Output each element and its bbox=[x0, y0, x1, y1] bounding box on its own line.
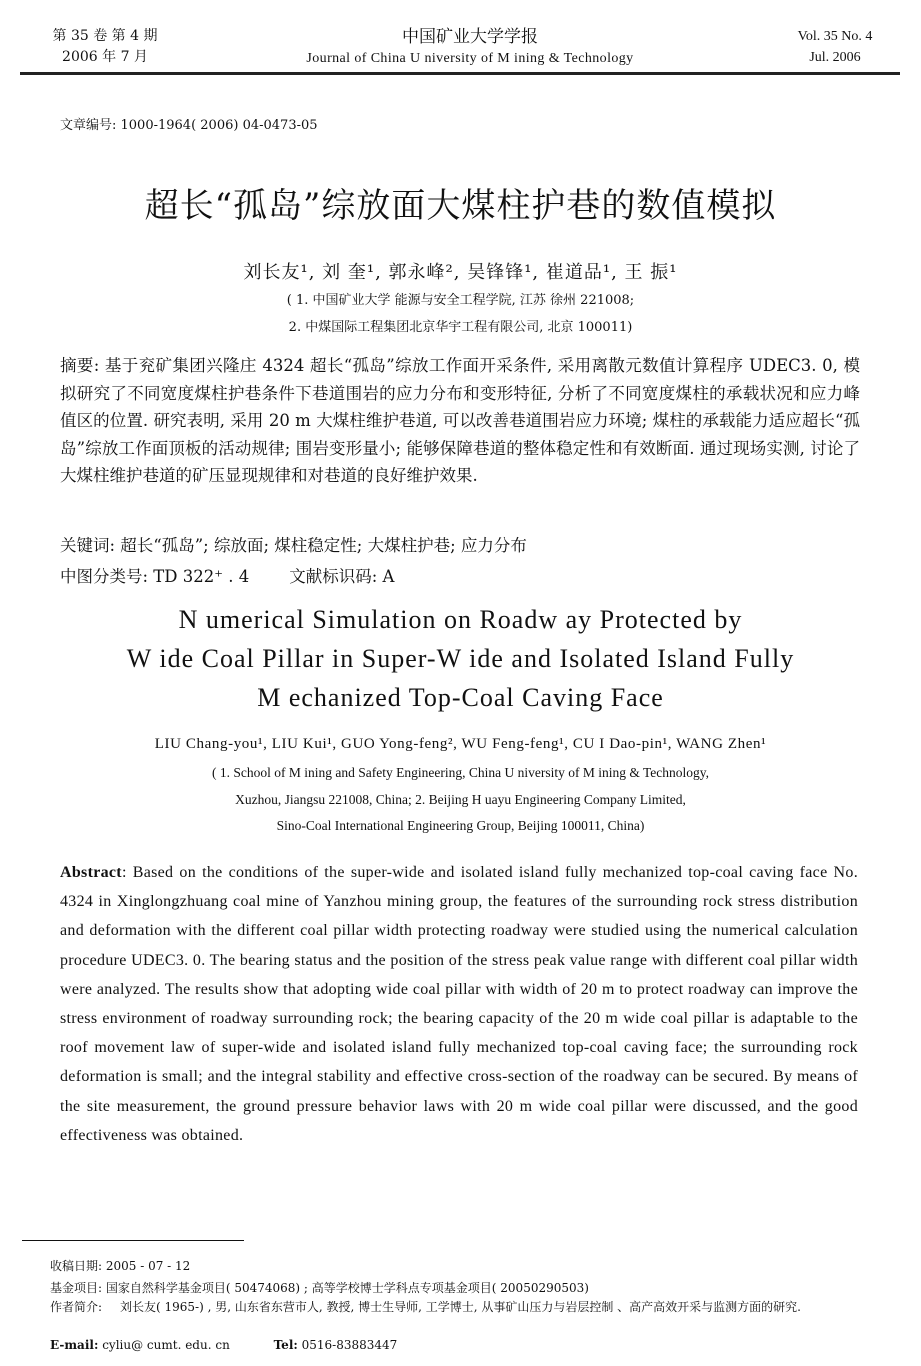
affiliation-en-2: Xuzhou, Jiangsu 221008, China; 2. Beijing H uayu Engineering Company Limited, bbox=[235, 792, 686, 807]
footnote-contact bbox=[50, 1337, 910, 1354]
journal-name-cn: 中国矿业大学学报 bbox=[402, 27, 538, 47]
classification-line bbox=[60, 563, 860, 587]
authors-cn: 刘长友¹, 刘 奎¹, 郭永峰², 吴锋锋¹, 崔道品¹, 王 振¹ bbox=[243, 262, 678, 283]
clc-number: 中图分类号: TD 322⁺ . 4 bbox=[60, 567, 250, 586]
document-code: 文献标识码: A bbox=[289, 567, 395, 586]
header-center bbox=[250, 26, 690, 69]
authors-en: LIU Chang-you¹, LIU Kui¹, GUO Yong-feng², WU Feng-feng¹, CU I Dao-pin¹, WANG Zhen¹ bbox=[154, 736, 767, 752]
date-cn: 2006 年 7 月 bbox=[62, 49, 148, 65]
volume-cn: 第 35 卷 第 4 期 bbox=[52, 28, 158, 44]
tel-label: Tel: bbox=[273, 1338, 298, 1352]
abstract-en bbox=[60, 858, 858, 1150]
abstract-label: Abstract bbox=[60, 864, 122, 881]
journal-name-en: Journal of China U niversity of M ining & Technology bbox=[306, 51, 634, 66]
affiliation-cn-2: 2. 中煤国际工程集团北京华宇工程有限公司, 北京 100011) bbox=[288, 320, 633, 335]
footnote-received: 收稿日期: 2005 - 07 - 12 bbox=[50, 1259, 191, 1273]
affiliation-en-3: Sino-Coal International Engineering Group, Beijing 100011, China) bbox=[276, 818, 645, 833]
footnote-author bbox=[50, 1299, 910, 1316]
title-en bbox=[0, 600, 921, 717]
title-cn: 超长“孤岛”综放面大煤柱护巷的数值模拟 bbox=[144, 186, 777, 226]
email-address: cyliu@ cumt. edu. cn bbox=[102, 1338, 230, 1352]
header-right bbox=[760, 26, 910, 68]
header-left bbox=[30, 26, 180, 68]
article-number: 文章编号: 1000-1964( 2006) 04-0473-05 bbox=[60, 118, 318, 133]
title-en-line-3: M echanized Top-Coal Caving Face bbox=[257, 683, 664, 712]
keywords-cn: 关键词: 超长“孤岛”; 综放面; 煤柱稳定性; 大煤柱护巷; 应力分布 bbox=[60, 536, 527, 555]
running-header bbox=[0, 26, 921, 74]
abstract-en-text: : Based on the conditions of the super-wide and isolated island fully mechanized top-coal caving face No. 4324 in Xinglongzhuang coal mine of Yanzhou mining group, the features of the surrounding rock stress distribution and deformation with the different coal pillar width protecting roadway were studied using the numerical calculation procedure UDEC3. 0. The bearing status and the position of the stress peak value range with different coal pillar width were analyzed. The results show that adopting wide coal pillar with width of 20 m to protect roadway can improve the stress environment of roadway surrounding rock; the bearing capacity of the 20 m wide coal pillar is adaptable to the roof movement law of super-wide and isolated island fully mechanized top-coal caving face; the surrounding rock deformation is small; and the integral stability and effective cross-section of the roadway can be secured. By means of the site measurement, the ground pressure behavior laws with 20 m wide coal pillar were discussed, and the good effectiveness was obtained. bbox=[60, 864, 858, 1144]
date-en: Jul. 2006 bbox=[809, 50, 861, 65]
affiliation-cn-1: ( 1. 中国矿业大学 能源与安全工程学院, 江苏 徐州 221008; bbox=[286, 293, 635, 308]
footnote-funding: 基金项目: 国家自然科学基金项目( 50474068) ; 高等学校博士学科点专项基金项目( 20050290503) bbox=[50, 1281, 589, 1295]
email-label: E-mail: bbox=[50, 1338, 99, 1352]
footnote-rule bbox=[22, 1240, 244, 1241]
tel-number: 0516-83883447 bbox=[301, 1338, 398, 1352]
affiliation-en-1: ( 1. School of M ining and Safety Engineering, China U niversity of M ining & Technology, bbox=[212, 765, 709, 780]
author-bio: 刘长友( 1965-) , 男, 山东省东营市人, 教授, 博士生导师, 工学博士, 从事矿山压力与岩层控制 、高产高效开采与监测方面的研究. bbox=[120, 1300, 801, 1314]
abstract-cn: 摘要: 基于兖矿集团兴隆庄 4324 超长“孤岛”综放工作面开采条件, 采用离散元数值计算程序 UDEC3. 0, 模拟研究了不同宽度煤柱护巷条件下巷道围岩的应力分布和变形特征, 分析了不同宽度煤柱的承载状况和应力峰值区的位置. 研究表明, 采用 20 m 大煤柱维护巷道, 可以改善巷道围岩应力环境; 煤柱的承载能力适应超长“孤岛”综放工作面顶板的活动规律; 围岩变形量小; 能够保障巷道的整体稳定性和有效断面. 通过现场实测, 讨论了大煤柱维护巷道的矿压显现规律和对巷道的良好维护效果. bbox=[60, 356, 860, 485]
title-en-line-1: N umerical Simulation on Roadw ay Protected by bbox=[178, 605, 743, 634]
author-bio-label: 作者简介: bbox=[50, 1300, 103, 1314]
header-rule bbox=[20, 72, 900, 75]
title-en-line-2: W ide Coal Pillar in Super-W ide and Isolated Island Fully bbox=[126, 644, 795, 673]
volume-en: Vol. 35 No. 4 bbox=[797, 29, 873, 44]
